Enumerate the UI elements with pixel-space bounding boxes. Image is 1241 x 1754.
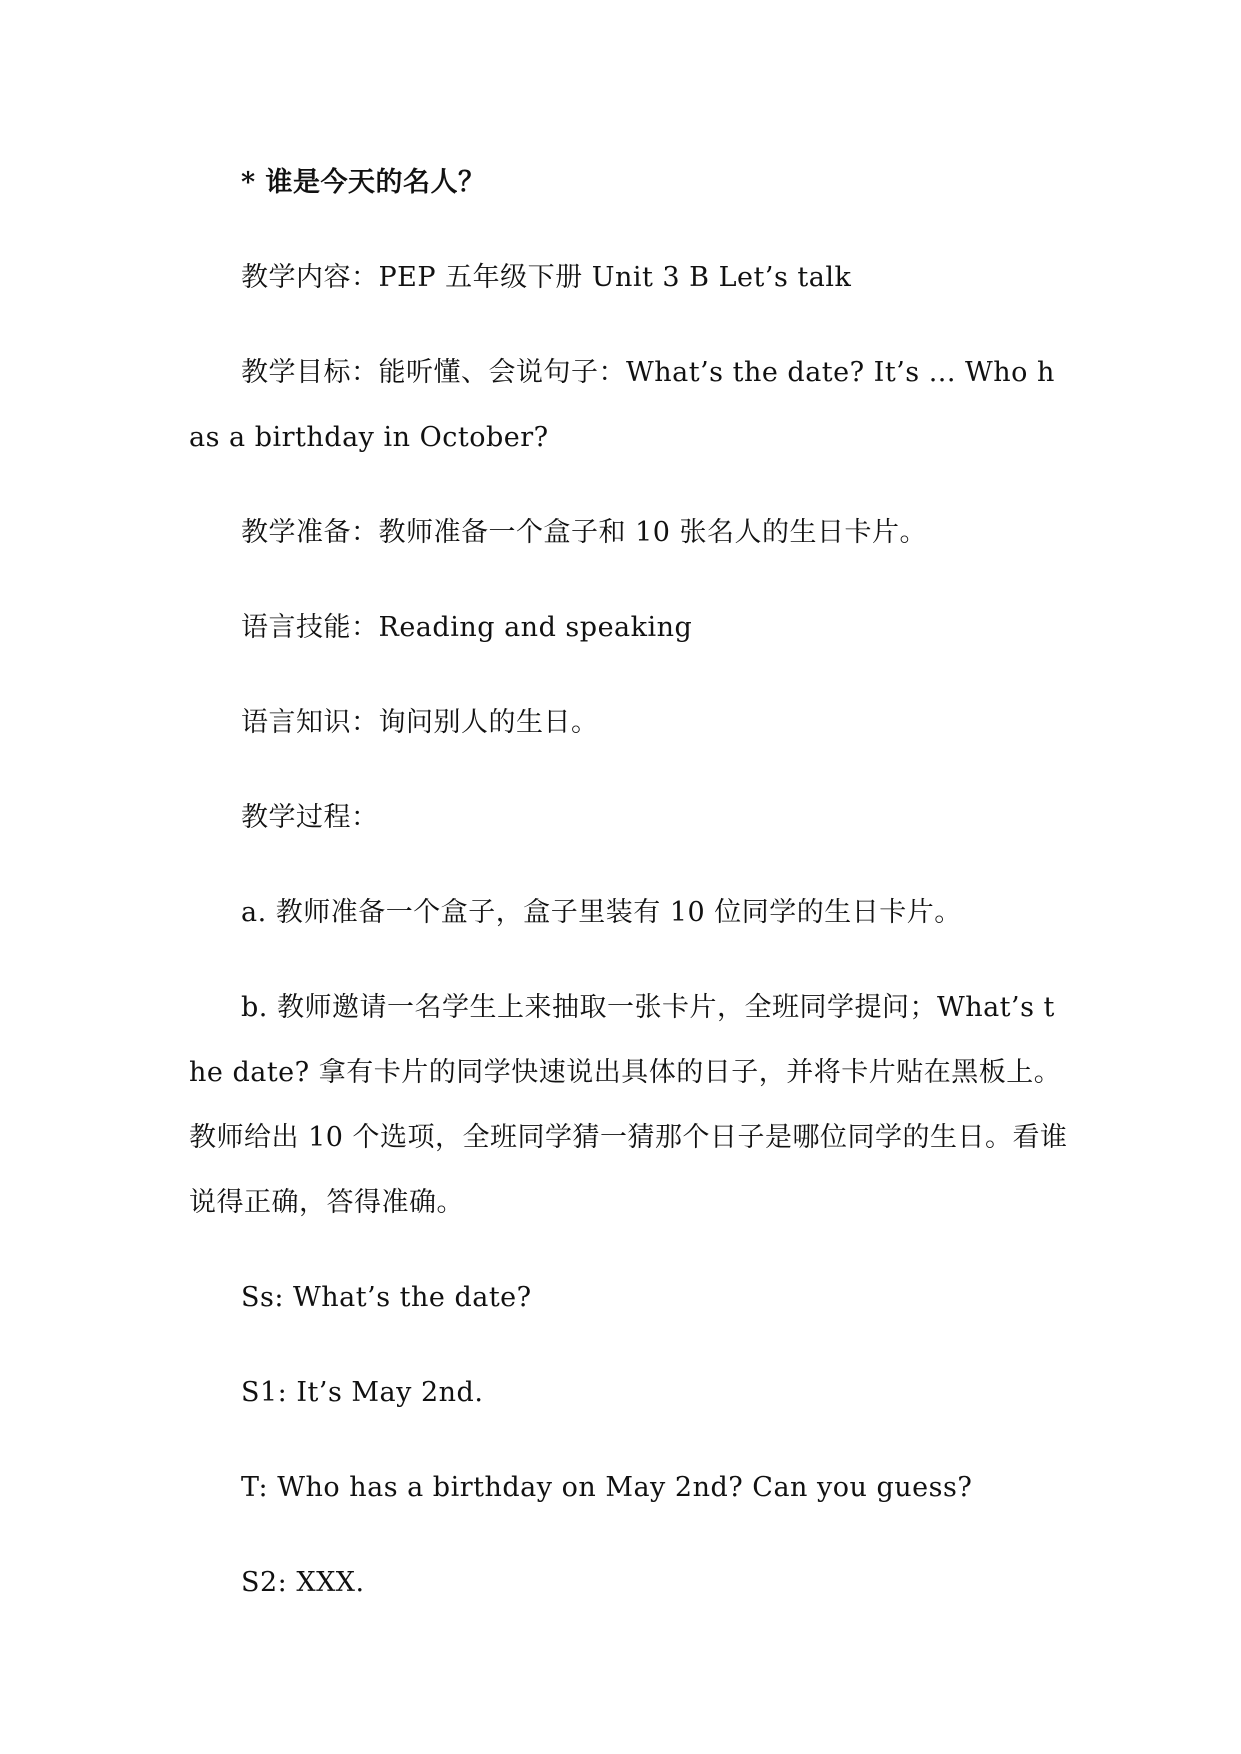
language-skill: 语言技能：Reading and speaking: [241, 612, 693, 643]
teaching-objective: 教学目标：能听懂、会说句子：What’s the date? It’s ... Who has a birthday in October?: [189, 357, 1055, 453]
teaching-content: 教学内容：PEP 五年级下册 Unit 3 B Let’s talk: [241, 262, 852, 293]
step-a: a. 教师准备一个盒子，盒子里装有 10 位同学的生日卡片。: [241, 897, 962, 928]
dialogue-line: T: Who has a birthday on May 2nd? Can you guess?: [241, 1472, 973, 1503]
teaching-process: 教学过程：: [241, 802, 379, 833]
document-title: * 谁是今天的名人？: [241, 167, 486, 198]
language-knowledge: 语言知识：询问别人的生日。: [241, 707, 599, 738]
dialogue-line: S2: XXX.: [241, 1567, 365, 1598]
dialogue-line: Ss: What’s the date?: [241, 1282, 532, 1313]
dialogue-line: S1: It’s May 2nd.: [241, 1377, 484, 1408]
step-b: b. 教师邀请一名学生上来抽取一张卡片，全班同学提问；What’s the date? 拿有卡片的同学快速说出具体的日子，并将卡片贴在黑板上。教师给出 10 个选项，全班同学猜一猜那个日子是哪位同学的生日。看谁说得正确，答得准确。: [189, 992, 1068, 1218]
teaching-preparation: 教学准备：教师准备一个盒子和 10 张名人的生日卡片。: [241, 517, 928, 548]
document-body: [189, 150, 1069, 1645]
